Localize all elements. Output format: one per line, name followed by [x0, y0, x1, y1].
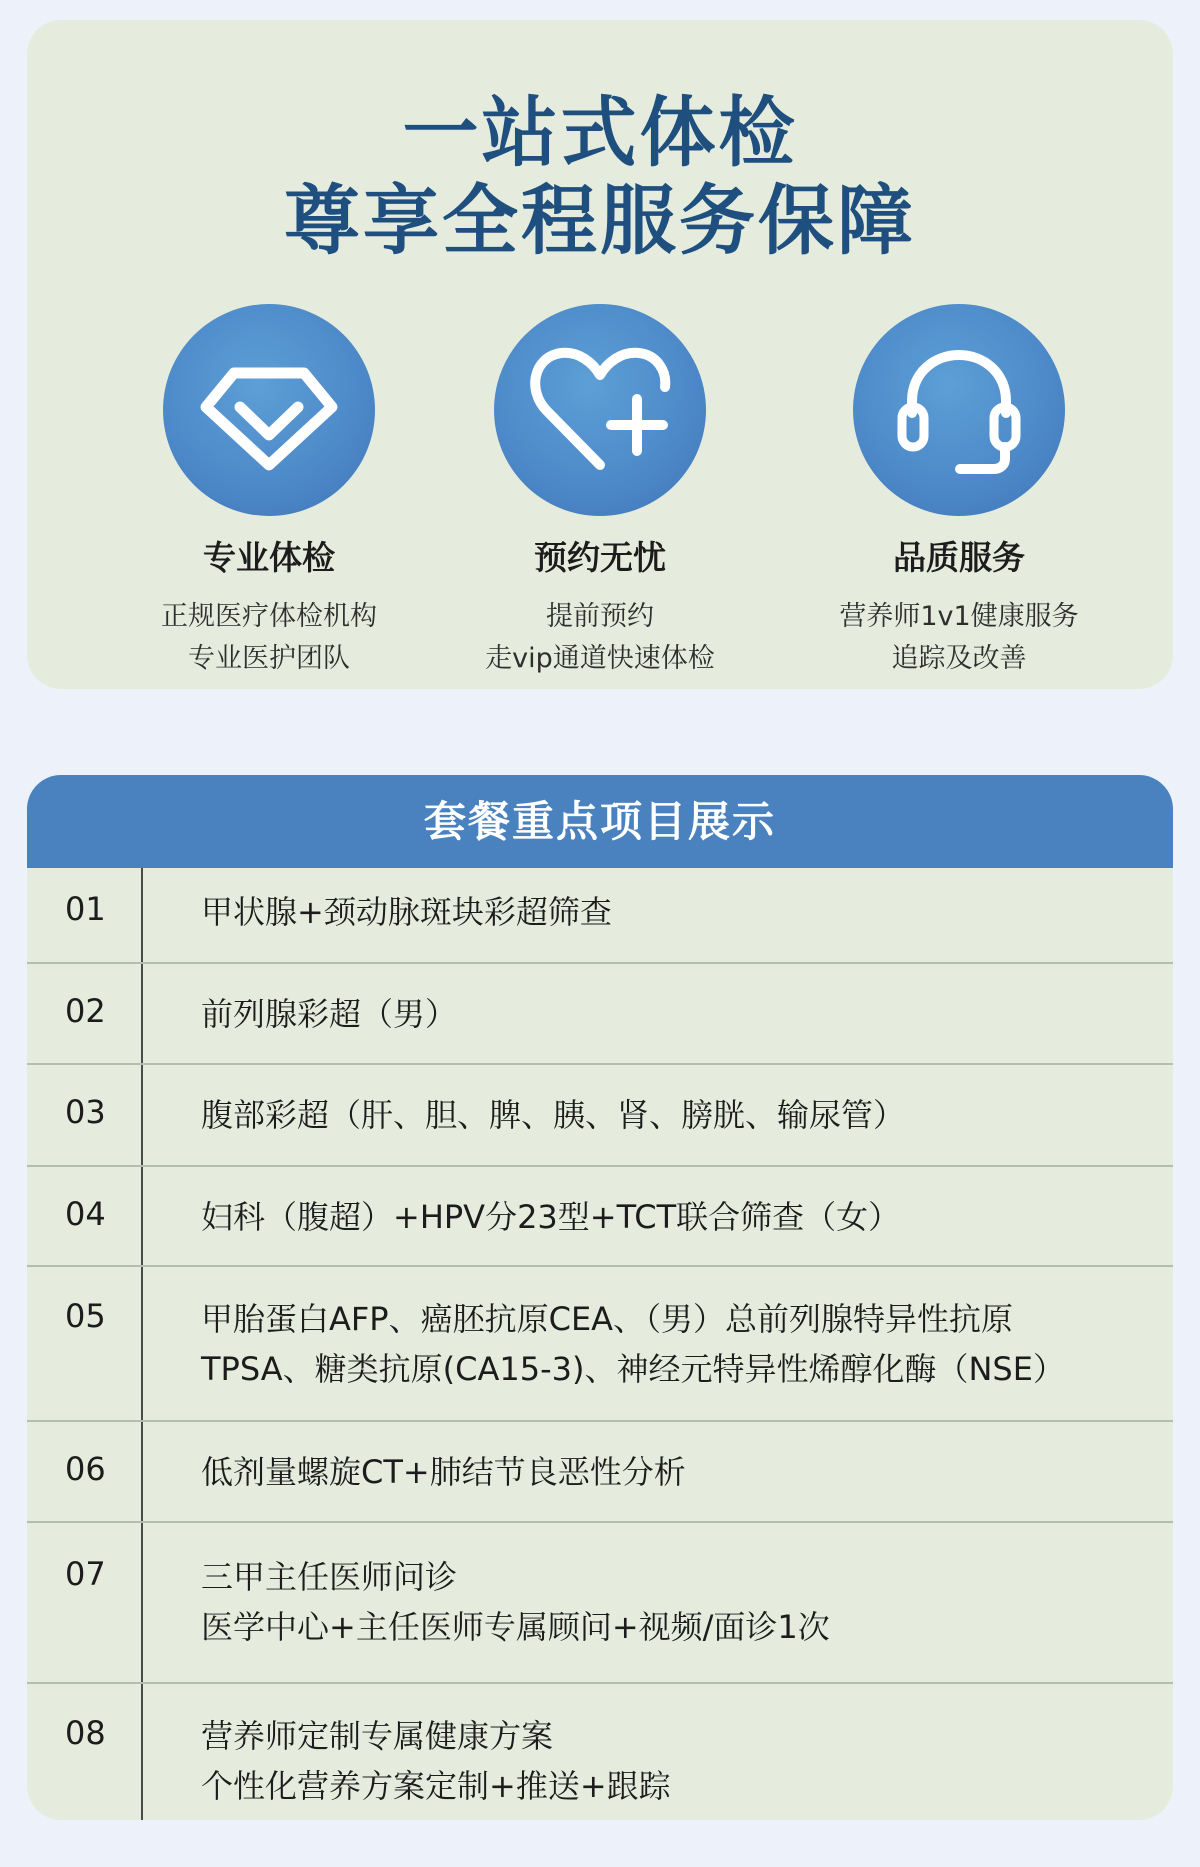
- headline-line2: 尊享全程服务保障: [284, 176, 916, 265]
- row-line1: 前列腺彩超（男）: [201, 995, 458, 1033]
- row-text: [201, 1552, 1133, 1652]
- row-line1: 妇科（腹超）+HPV分23型+TCT联合筛查（女）: [201, 1198, 901, 1236]
- row-number: 01: [65, 890, 106, 928]
- diamond-check-icon: [163, 304, 375, 516]
- row-number: 06: [65, 1450, 106, 1488]
- row-number: 02: [65, 992, 106, 1030]
- services-card: [27, 20, 1173, 689]
- table-row: [27, 1267, 1173, 1422]
- items-table: [27, 868, 1173, 1820]
- row-line1: 甲状腺+颈动脉斑块彩超筛查: [201, 893, 612, 931]
- row-text: [201, 989, 1133, 1039]
- feature-title: 专业体检: [203, 538, 335, 577]
- row-number: 03: [65, 1093, 106, 1131]
- row-text: [201, 1294, 1133, 1394]
- row-text: [201, 1711, 1133, 1811]
- table-row: [27, 1065, 1173, 1167]
- table-row: [27, 964, 1173, 1065]
- row-line1: 低剂量螺旋CT+肺结节良恶性分析: [201, 1453, 686, 1491]
- feature-desc-line2: 追踪及改善: [891, 643, 1027, 674]
- table-title: 套餐重点项目展示: [27, 775, 1173, 868]
- feature-desc-line1: 正规医疗体检机构: [161, 601, 377, 632]
- row-number: 07: [65, 1555, 106, 1593]
- feature-quality: [779, 304, 1139, 680]
- heart-plus-icon: [494, 304, 706, 516]
- row-number: 04: [65, 1195, 106, 1233]
- row-text: [201, 887, 1133, 937]
- row-number: 05: [65, 1297, 106, 1335]
- feature-professional: [89, 304, 449, 680]
- row-line1: 腹部彩超（肝、胆、脾、胰、肾、膀胱、输尿管）: [201, 1096, 906, 1134]
- feature-desc-line1: 提前预约: [546, 601, 654, 632]
- row-text: [201, 1192, 1133, 1242]
- row-line2: 个性化营养方案定制+推送+跟踪: [201, 1767, 671, 1805]
- row-line2: TPSA、糖类抗原(CA15-3)、神经元特异性烯醇化酶（NSE）: [201, 1350, 1065, 1388]
- feature-title: 预约无忧: [534, 538, 666, 577]
- feature-desc-line1: 营养师1v1健康服务: [839, 601, 1079, 632]
- row-line1: 营养师定制专属健康方案: [201, 1717, 554, 1755]
- package-items-card: [27, 775, 1173, 1820]
- headset-icon: [853, 304, 1065, 516]
- headline-line1: 一站式体检: [402, 88, 798, 177]
- feature-appointment: [420, 304, 780, 680]
- table-row: [27, 1167, 1173, 1267]
- row-line2: 医学中心+主任医师专属顾问+视频/面诊1次: [201, 1608, 830, 1646]
- row-line1: 甲胎蛋白AFP、癌胚抗原CEA、（男）总前列腺特异性抗原: [201, 1300, 1014, 1338]
- table-row: [27, 1523, 1173, 1684]
- feature-desc-line2: 专业医护团队: [188, 643, 350, 674]
- row-text: [201, 1090, 1133, 1140]
- feature-desc-line2: 走vip通道快速体检: [485, 643, 715, 674]
- row-number: 08: [65, 1714, 106, 1752]
- feature-title: 品质服务: [893, 538, 1025, 577]
- table-row: [27, 868, 1173, 964]
- table-row: [27, 1422, 1173, 1523]
- row-line1: 三甲主任医师问诊: [201, 1558, 458, 1596]
- table-row: [27, 1684, 1173, 1820]
- row-text: [201, 1447, 1133, 1497]
